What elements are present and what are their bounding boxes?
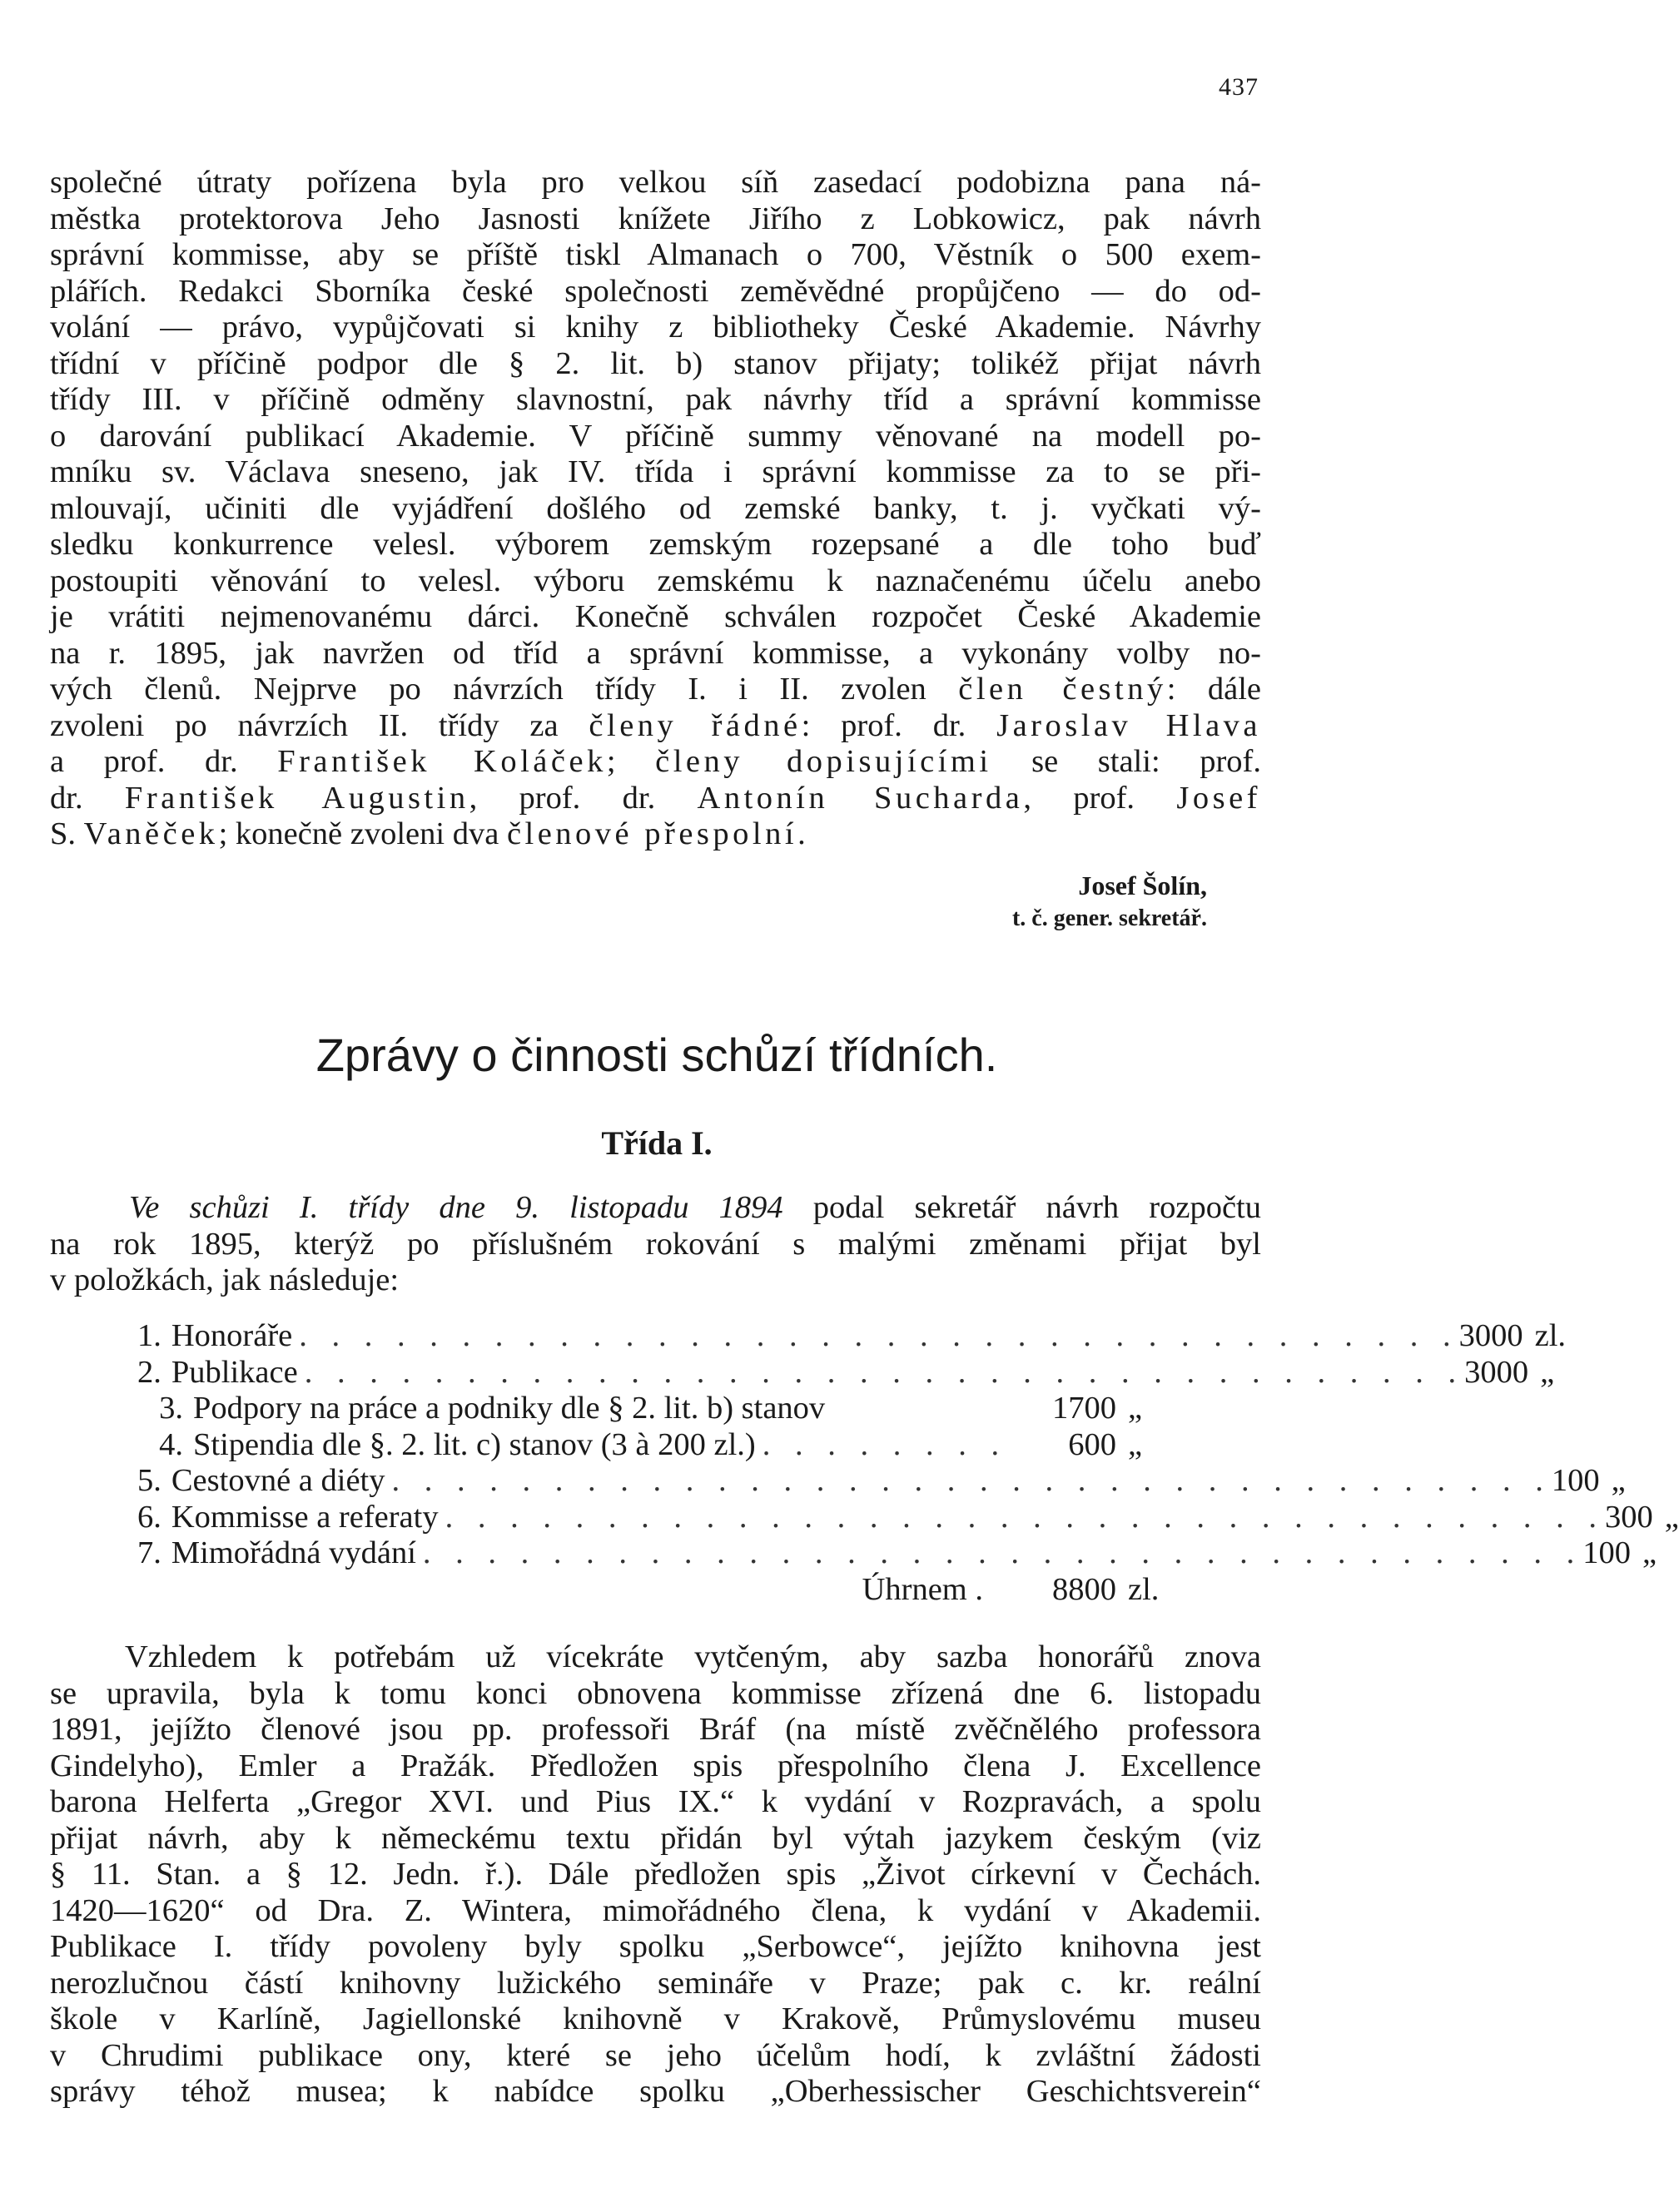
text-segment: podal sekretář návrh rozpočtu	[782, 1190, 1261, 1225]
text-line	[50, 708, 1261, 745]
budget-row-unit: „	[1664, 1499, 1679, 1535]
budget-row-amount: 300	[1604, 1499, 1653, 1535]
budget-row-unit: zl.	[1534, 1318, 1567, 1353]
text-line: § 11. Stan. a § 12. Jedn. ř.). Dále předložen spis „Život církevní v Čechách.	[50, 1857, 1261, 1892]
text-segment: , prof. dr.	[469, 780, 656, 816]
budget-row	[137, 1535, 1657, 1572]
meeting-date: Ve schůzi I. třídy dne 9. listopadu 1894	[129, 1190, 783, 1225]
budget-row-unit: „	[1128, 1426, 1143, 1462]
text-line: postoupiti věnování to velesl. výboru zemskému k naznačenému účelu anebo	[50, 563, 1261, 598]
budget-row-number: 6.	[137, 1499, 161, 1535]
budget-row-label: Cestovné a diéty	[171, 1463, 385, 1498]
budget-total-label: Úhrnem .	[862, 1571, 983, 1607]
budget-row-label: Stipendia dle §. 2. lit. c) stanov (3 à 200 zl.)	[193, 1426, 756, 1462]
honorary-member-label: člen čestný	[958, 672, 1167, 707]
text-line: o darování publikací Akademie. V příčině summy věnované na modell po-	[50, 418, 1261, 454]
text-line: společné útraty pořízena byla pro velkou síň zasedací podobizna pana ná-	[50, 165, 1261, 200]
budget-row	[137, 1427, 1186, 1464]
text-line: 1420—1620“ od Dra. Z. Wintera, mimořádného člena, k vydání v Akademii.	[50, 1892, 1261, 1928]
leader-dots: . . . . . . . . . . . . . . . . . . . . . . . . . . . . . . . . . . . .	[299, 1318, 1459, 1353]
budget-row	[137, 1391, 1186, 1427]
leader-dots: . . . . . . . . . . . . . . . . . . . . . . . . . . . . . . . . . . . .	[445, 1499, 1605, 1535]
text-line: barona Helferta „Gregor XVI. und Pius IX.“ k vydání v Rozpravách, a spolu	[50, 1784, 1261, 1819]
person-name: Jaroslav Hlava	[996, 707, 1262, 743]
closing-paragraph	[50, 1639, 1261, 2110]
text-line	[50, 1190, 1261, 1227]
meeting-paragraph	[50, 1190, 1261, 1299]
budget-total-amount: 8800	[1052, 1571, 1116, 1607]
budget-row-label: Podpory na práce a podniky dle § 2. lit. b) stanov	[193, 1391, 826, 1426]
class-title: Třída I.	[601, 1124, 713, 1162]
budget-row	[137, 1354, 1555, 1391]
person-name: František Augustin	[124, 780, 469, 816]
text-segment: .	[797, 816, 806, 851]
budget-row-amount: 1700	[1052, 1391, 1116, 1426]
section-title: Zprávy o činnosti schůzí třídních.	[315, 1029, 998, 1081]
text-segment: vých členů. Nejprve po návrzích třídy I. i II. zvolen	[50, 672, 926, 707]
text-line: správy téhož musea; k nabídce spolku „Oberhessischer Geschichtsverein“	[50, 2074, 1261, 2109]
budget-row-number: 3.	[159, 1391, 183, 1426]
text-line: správní kommisse, aby se příště tiskl Almanach o 700, Věstník o 500 exem-	[50, 237, 1261, 272]
budget-row-unit: „	[1540, 1354, 1555, 1390]
text-segment: ; konečně zvoleni dva	[218, 816, 499, 851]
text-line: a prof. dr. František Koláček; členy dopisujícími se stali: prof.	[50, 744, 1261, 779]
text-line: Publikace I. třídy povoleny byly spolku „Serbowce“, jejížto knihovna jest	[50, 1929, 1261, 1964]
leader-dots: . . . . . . . . . . . . . . . . . . . . . . . . . . . . . . . . . . . .	[422, 1535, 1583, 1570]
text-segment: zvoleni po návrzích II. třídy za	[50, 707, 559, 743]
budget-row-number: 2.	[137, 1354, 161, 1390]
text-line: 1891, jejížto členové jsou pp. professoři Bráf (na místě zvěčnělého professora	[50, 1712, 1261, 1747]
budget-row-amount: 600	[1068, 1426, 1116, 1462]
budget-row-number: 5.	[137, 1463, 161, 1498]
text-line: nerozlučnou částí knihovny lužického semináře v Praze; pak c. kr. reální	[50, 1965, 1261, 2001]
text-segment: se stali: prof.	[991, 744, 1261, 779]
regular-members-label: členy řádné	[589, 707, 802, 743]
text-segment: a prof. dr.	[50, 744, 238, 779]
budget-row-label: Honoráře	[171, 1318, 293, 1353]
leader-dots: . . . . . . . . . . . . . . . . . . . . . . . . . . . . . . . . . . . .	[304, 1354, 1465, 1390]
budget-row-label: Kommisse a referaty	[171, 1499, 439, 1535]
foreign-members-label: členové přespolní	[506, 816, 798, 851]
text-line: mlouvají, učiniti dle vyjádření došlého od zemské banky, t. j. vyčkati vý-	[50, 490, 1261, 526]
budget-row-amount: 100	[1551, 1463, 1600, 1498]
person-name: František Koláček	[277, 744, 607, 779]
text-segment: dr.	[50, 780, 83, 816]
text-line: na rok 1895, kterýž po příslušném rokování s malými změnami přijat byl	[50, 1226, 1261, 1262]
council-report-text	[50, 165, 1261, 853]
text-line: volání — právo, vypůjčovati si knihy z bibliotheky České Akademie. Návrhy	[50, 310, 1261, 345]
budget-row	[137, 1318, 1567, 1355]
corresponding-members-label: členy dopisujícími	[655, 744, 992, 779]
text-line: Gindelyho), Emler a Pražák. Předložen spis přespolního člena J. Excellence	[50, 1748, 1261, 1783]
text-segment: S.	[50, 816, 77, 851]
text-line: třídy III. v příčině odměny slavnostní, pak návrhy tříd a správní kommisse	[50, 382, 1261, 417]
person-name: Josef	[1176, 780, 1261, 816]
budget-row-label: Mimořádná vydání	[171, 1535, 416, 1570]
text-line: třídní v příčině podpor dle § 2. lit. b) stanov přijaty; tolikéž přijat návrh	[50, 345, 1261, 381]
text-line: Vzhledem k potřebám už vícekráte vytčeným, aby sazba honorářů znova	[125, 1639, 1261, 1674]
budget-row-number: 7.	[137, 1535, 161, 1570]
budget-row-label: Publikace	[171, 1354, 298, 1390]
budget-row-amount: 100	[1582, 1535, 1632, 1570]
text-line: mníku sv. Václava sneseno, jak IV. třída i správní kommisse za to se při-	[50, 454, 1261, 489]
person-name: Antonín Sucharda	[697, 780, 1024, 816]
text-line: v Chrudimi publikace ony, které se jeho účelům hodí, k zvláštní žádosti	[50, 2037, 1261, 2073]
leader-dots: . . . . . . . .	[762, 1426, 1008, 1462]
text-line	[50, 816, 1261, 853]
text-line	[50, 672, 1261, 708]
leader-dots: . . . . . . . . . . . . . . . . . . . . . . . . . . . . . . . . . . . .	[391, 1463, 1552, 1498]
budget-row-amount: 3000	[1458, 1318, 1523, 1353]
text-segment: : prof. dr.	[801, 707, 966, 743]
page-number: 437	[1219, 73, 1259, 101]
text-line	[50, 781, 1261, 817]
signature-title: t. č. gener. sekretář.	[1011, 905, 1207, 931]
budget-row-unit: „	[1611, 1463, 1626, 1498]
text-line: městka protektorova Jeho Jasnosti knížete Jiřího z Lobkowicz, pak návrh	[50, 201, 1261, 236]
text-line: je vrátiti nejmenovanému dárci. Konečně schválen rozpočet České Akademie	[50, 599, 1261, 634]
text-line: přijat návrh, aby k německému textu přidán byl výtah jazykem českým (viz	[50, 1820, 1261, 1856]
person-name: Vaněček	[83, 816, 219, 851]
text-segment: , prof.	[1023, 780, 1135, 816]
budget-table	[137, 1318, 1679, 1608]
text-line: se upravila, byla k tomu konci obnovena kommisse zřízená dne 6. listopadu	[50, 1675, 1261, 1711]
text-line: škole v Karlíně, Jagiellonské knihovně v Krakově, Průmyslovému museu	[50, 2001, 1261, 2036]
budget-total-unit: zl.	[1128, 1571, 1160, 1607]
budget-row-amount: 3000	[1464, 1354, 1529, 1390]
budget-row-unit: „	[1128, 1391, 1143, 1426]
budget-row	[137, 1499, 1679, 1536]
budget-row-unit: „	[1642, 1535, 1657, 1570]
budget-row-number: 1.	[137, 1318, 161, 1353]
text-line: v položkách, jak následuje:	[50, 1262, 400, 1297]
budget-row	[137, 1463, 1626, 1500]
text-line: plářích. Redakci Sborníka české společnosti zeměvědné propůjčeno — do od-	[50, 273, 1261, 309]
text-line: sledku konkurrence velesl. výborem zemským rozepsané a dle toho buď	[50, 527, 1261, 562]
budget-row-number: 4.	[159, 1426, 183, 1462]
budget-total-row	[137, 1572, 1186, 1609]
text-line: na r. 1895, jak navržen od tříd a správní kommisse, a vykonány volby no-	[50, 635, 1261, 671]
signature-name: Josef Šolín,	[1078, 870, 1207, 900]
text-segment: : dále	[1166, 672, 1262, 707]
